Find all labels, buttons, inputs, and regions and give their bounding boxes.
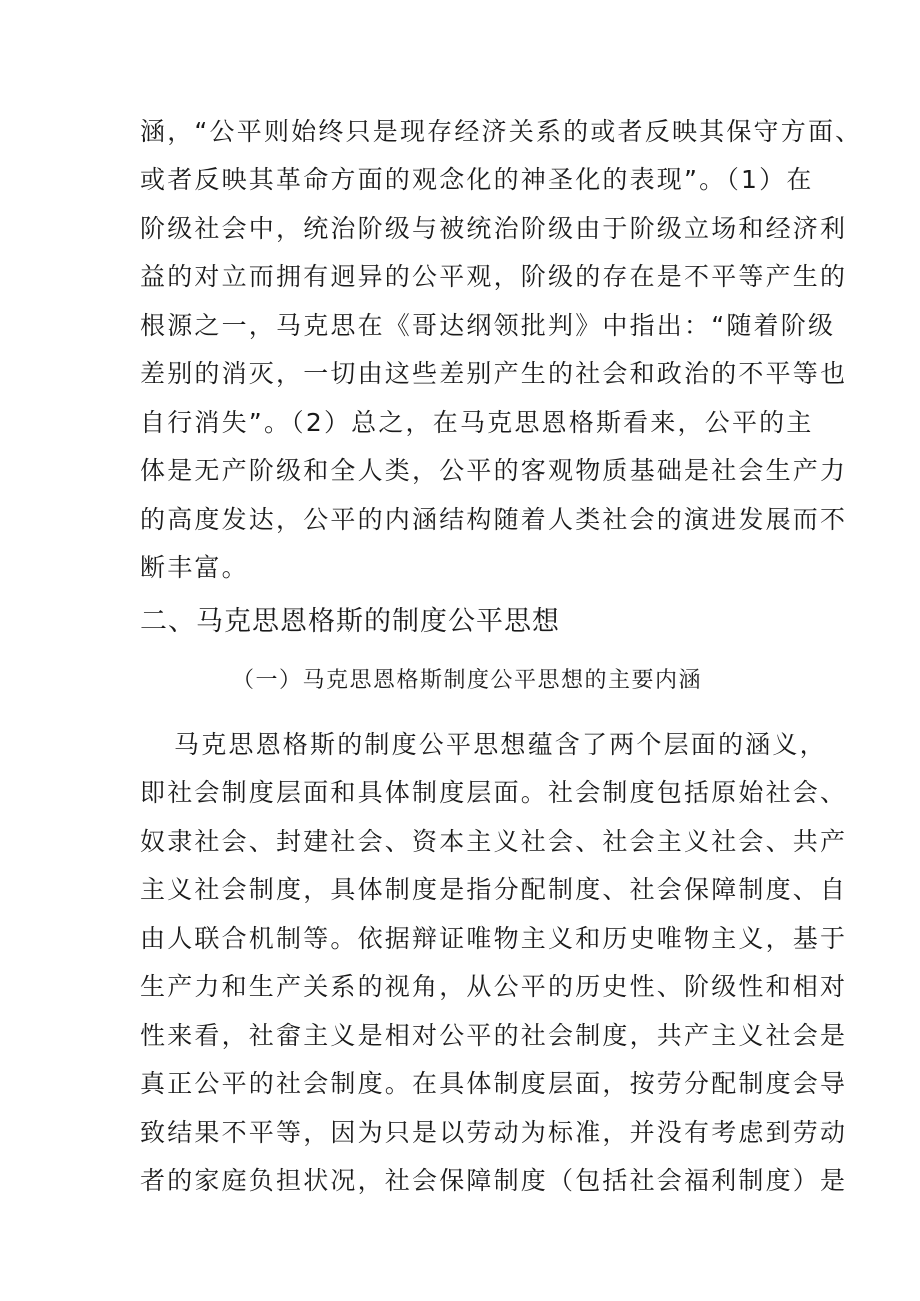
paragraph-1-line-4: 益的对立而拥有迥异的公平观，阶级的存在是不平等产生的 xyxy=(140,262,848,291)
paragraph-2-line-3: 奴隶社会、封建社会、资本主义社会、社会主义社会、共产 xyxy=(140,827,848,856)
paragraph-1-line-10: 断丰富。 xyxy=(140,553,249,582)
subsection-heading: （一）马克思恩格斯制度公平思想的主要内涵 xyxy=(232,668,703,693)
paragraph-1-line-9: 的高度发达，公平的内涵结构随着人类社会的演进发展而不 xyxy=(140,505,848,534)
paragraph-2-line-10: 者的家庭负担状况，社会保障制度（包括社会福利制度）是 xyxy=(140,1166,848,1195)
paragraph-2-line-9: 致结果不平等，因为只是以劳动为标准，并没有考虑到劳动 xyxy=(140,1118,848,1147)
paragraph-2-line-8: 真正公平的社会制度。在具体制度层面，按劳分配制度会导 xyxy=(140,1069,848,1098)
paragraph-2-line-5: 由人联合机制等。依据辩证唯物主义和历史唯物主义，基于 xyxy=(140,924,848,953)
paragraph-1-line-8: 体是无产阶级和全人类，公平的客观物质基础是社会生产力 xyxy=(140,456,848,485)
paragraph-2-line-4: 主义社会制度，具体制度是指分配制度、社会保障制度、自 xyxy=(140,875,848,904)
paragraph-1-line-3: 阶级社会中，统治阶级与被统治阶级由于阶级立场和经济利 xyxy=(140,214,848,243)
paragraph-2-line-7: 性来看，社畲主义是相对公平的社会制度，共产主义社会是 xyxy=(140,1021,848,1050)
paragraph-1-line-1: 涵，“公平则始终只是现存经济关系的或者反映其保守方面、 xyxy=(140,117,863,146)
paragraph-1-line-5: 根源之一，马克思在《哥达纲领批判》中指出：“随着阶级 xyxy=(140,311,836,340)
section-heading: 二、马克思恩格斯的制度公平思想 xyxy=(140,606,560,637)
paragraph-2-line-2: 即社会制度层面和具体制度层面。社会制度包括原始社会、 xyxy=(140,778,848,807)
paragraph-1-line-6: 差别的消灭，一切由这些差别产生的社会和政治的不平等也 xyxy=(140,359,848,388)
paragraph-2-line-6: 生产力和生产关系的视角，从公平的历史性、阶级性和相对 xyxy=(140,972,848,1001)
paragraph-2-line-1: 马克思恩格斯的制度公平思想蕴含了两个层面的涵义， xyxy=(174,730,827,759)
paragraph-1-line-7: 自行消失”。（2）总之，在马克思恩格斯看来，公平的主 xyxy=(140,408,814,437)
paragraph-1-line-2: 或者反映其革命方面的观念化的神圣化的表现”。（1）在 xyxy=(140,165,814,194)
